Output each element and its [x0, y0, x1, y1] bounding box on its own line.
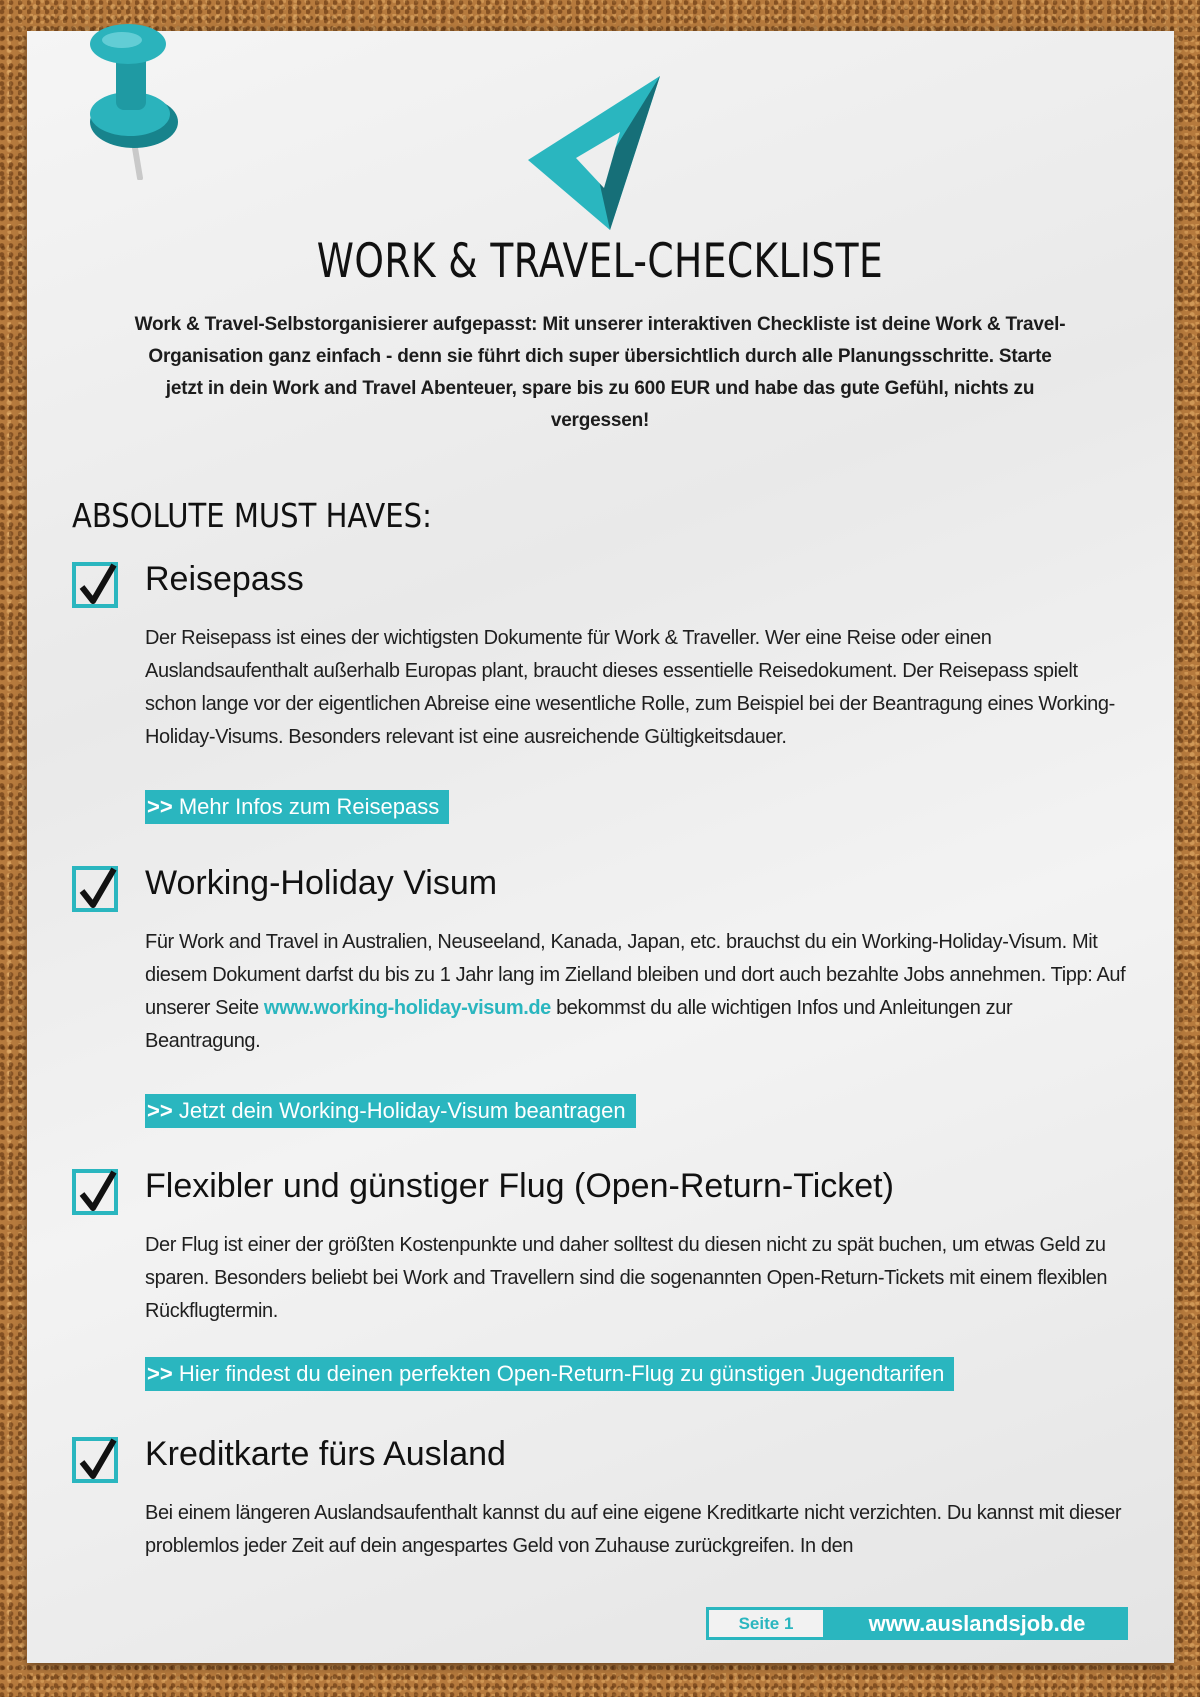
page-number: Seite 1: [706, 1607, 826, 1640]
checkbox[interactable]: [72, 1169, 118, 1215]
checkmark-icon: [78, 1438, 118, 1482]
item-title: Kreditkarte fürs Ausland: [145, 1435, 506, 1473]
checkmark-icon: [78, 1170, 118, 1214]
link-label: Mehr Infos zum Reisepass: [178, 794, 440, 819]
item-title: Flexibler und günstiger Flug (Open-Return-Ticket): [145, 1167, 894, 1205]
item-text: Der Reisepass ist eines der wichtigsten Dokumente für Work & Traveller. Wer eine Reise oder einen Auslandsaufenthalt außerhalb Europas plant, braucht dieses essentielle Reisedokument. Der Reisepass spielt schon lange vor der eigentlichen Abreise eine wesentliche Rolle, zum Beispiel bei der Beantragung eines Working-Holiday-Visums. Besonders relevant ist eine ausreichende Gültigkeitsdauer.: [145, 627, 1115, 748]
visum-site-link[interactable]: www.working-holiday-visum.de: [263, 997, 551, 1019]
item-text: Der Flug ist einer der größten Kostenpunkte und daher solltest du diesen nicht zu spät buchen, um etwas Geld zu sparen. Besonders beliebt bei Work and Travellern sind die sogenannten Open-Return-Tickets mit einem flexiblen Rückflugtermin.: [145, 1234, 1108, 1322]
item-title: Working-Holiday Visum: [145, 864, 498, 902]
checkbox[interactable]: [72, 1437, 118, 1483]
logo-icon: [528, 76, 664, 232]
link-arrow: >>: [147, 794, 173, 819]
link-arrow: >>: [147, 1361, 173, 1386]
pushpin-icon: [72, 10, 192, 180]
text-segment: bekommst du alle wichtigen Infos und Anleitungen zur Beantragung.: [145, 997, 1013, 1052]
visum-apply-link[interactable]: [145, 1094, 636, 1128]
reisepass-info-link[interactable]: [145, 790, 449, 824]
checkbox[interactable]: [72, 866, 118, 912]
link-label: Hier findest du deinen perfekten Open-Return-Flug zu günstigen Jugendtarifen: [178, 1361, 945, 1386]
checkmark-icon: [78, 867, 118, 911]
checkbox[interactable]: [72, 562, 118, 608]
site-url-link[interactable]: www.auslandsjob.de: [826, 1607, 1128, 1640]
checkmark-icon: [78, 563, 118, 607]
section-heading: ABSOLUTE MUST HAVES:: [72, 496, 432, 535]
text-segment: Für Work and Travel in Australien, Neuseeland, Kanada, Japan, etc. brauchst du ein Working-Holiday-Visum. Mit diesem Dokument darfst du bis zu 1 Jahr lang im Zielland bleiben und dort auch bezahlte Jobs annehmen. Tipp: Auf unserer Seite: [145, 931, 1126, 1019]
flug-offer-link[interactable]: [145, 1357, 954, 1391]
link-label: Jetzt dein Working-Holiday-Visum beantragen: [178, 1098, 626, 1123]
intro-text: Work & Travel-Selbstorganisierer aufgepasst: Mit unserer interaktiven Checkliste ist deine Work & Travel-Organisation ganz einfach - denn sie führt dich super übersichtlich durch alle Planungsschritte. Starte jetzt in dein Work and Travel Abenteuer, spare bis zu 600 EUR und habe das gute Gefühl, nichts zu vergessen!: [134, 314, 1066, 431]
item-title: Reisepass: [145, 560, 304, 598]
page-title: WORK & TRAVEL-CHECKLISTE: [316, 234, 884, 289]
item-text: Bei einem längeren Auslandsaufenthalt kannst du auf eine eigene Kreditkarte nicht verzichten. Du kannst mit dieser problemlos jeder Zeit auf dein angespartes Geld von Zuhause zurückgreifen. In den: [145, 1502, 1122, 1557]
link-arrow: >>: [147, 1098, 173, 1123]
item-text: [145, 926, 1130, 1058]
